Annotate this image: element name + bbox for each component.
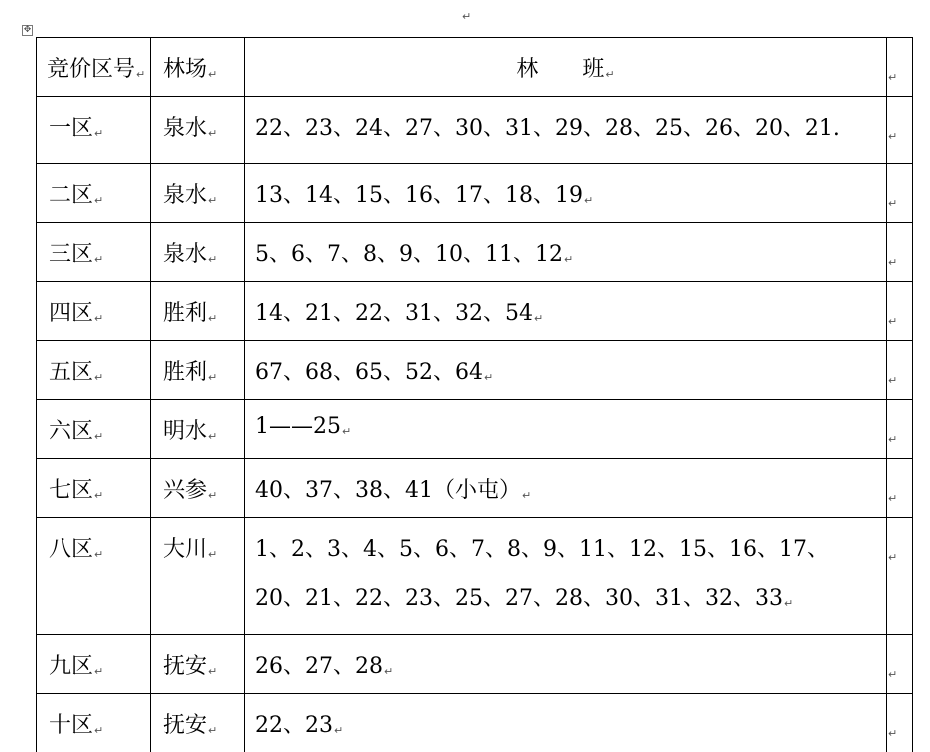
farm-cell: 泉水 bbox=[163, 242, 208, 267]
row-end-mark-icon: ↵ bbox=[888, 374, 898, 387]
stands-cell: 40、37、38、41（小屯） bbox=[255, 478, 521, 503]
cell-end-mark-icon: ↵ bbox=[94, 312, 104, 325]
paragraph-mark-icon: ↵ bbox=[462, 10, 472, 23]
table-row bbox=[37, 223, 913, 282]
row-end-mark-icon: ↵ bbox=[888, 256, 898, 269]
cell-end-mark-icon: ↵ bbox=[94, 724, 104, 737]
farm-cell: 抚安 bbox=[163, 713, 208, 738]
farm-cell: 兴参 bbox=[163, 478, 208, 503]
row-end-mark-icon: ↵ bbox=[888, 492, 898, 505]
stands-cell: 13、14、15、16、17、18、19 bbox=[255, 183, 583, 208]
cell-end-mark-icon: ↵ bbox=[208, 548, 218, 561]
farm-cell: 泉水 bbox=[163, 183, 208, 208]
cell-end-mark-icon: ↵ bbox=[208, 194, 218, 207]
stands-cell-line2: 20、21、22、23、25、27、28、30、31、32、33 bbox=[255, 586, 783, 611]
cell-end-mark-icon: ↵ bbox=[208, 312, 218, 325]
cell-end-mark-icon: ↵ bbox=[583, 194, 594, 207]
cell-end-mark-icon: ↵ bbox=[342, 425, 352, 438]
zone-cell: 八区 bbox=[49, 537, 94, 562]
cell-end-mark-icon: ↵ bbox=[334, 724, 344, 737]
cell-end-mark-icon: ↵ bbox=[521, 489, 532, 502]
row-end-mark-icon: ↵ bbox=[888, 551, 898, 564]
row-end-mark-icon: ↵ bbox=[888, 130, 898, 143]
farm-cell: 胜利 bbox=[163, 360, 208, 385]
cell-end-mark-icon: ↵ bbox=[94, 194, 104, 207]
farm-cell: 泉水 bbox=[163, 116, 208, 141]
cell-end-mark-icon: ↵ bbox=[208, 724, 218, 737]
table-row bbox=[37, 97, 913, 164]
header-stands: 林 班 bbox=[516, 57, 605, 82]
table-row bbox=[37, 341, 913, 400]
cell-end-mark-icon: ↵ bbox=[563, 253, 574, 266]
zone-cell: 五区 bbox=[49, 360, 94, 385]
stands-cell: 14、21、22、31、32、54 bbox=[255, 301, 533, 326]
cell-end-mark-icon: ↵ bbox=[208, 430, 218, 443]
zone-cell: 二区 bbox=[49, 183, 94, 208]
table-row bbox=[37, 400, 913, 459]
cell-end-mark-icon: ↵ bbox=[483, 371, 494, 384]
row-end-mark-icon: ↵ bbox=[888, 433, 898, 446]
table-row bbox=[37, 164, 913, 223]
farm-cell: 明水 bbox=[163, 419, 208, 444]
table-header-row bbox=[37, 38, 913, 97]
cell-end-mark-icon: ↵ bbox=[605, 68, 615, 81]
stands-cell: 67、68、65、52、64 bbox=[255, 360, 483, 385]
cell-end-mark-icon: ↵ bbox=[533, 312, 544, 325]
row-end-mark-icon: ↵ bbox=[888, 197, 898, 210]
table-move-handle-icon[interactable]: ✥ bbox=[23, 25, 32, 35]
row-end-mark-icon: ↵ bbox=[888, 668, 898, 681]
cell-end-mark-icon: ↵ bbox=[208, 68, 218, 81]
farm-cell: 抚安 bbox=[163, 654, 208, 679]
table-row bbox=[37, 694, 913, 752]
cell-end-mark-icon: ↵ bbox=[208, 253, 218, 266]
zone-cell: 六区 bbox=[49, 419, 94, 444]
zone-cell: 三区 bbox=[49, 242, 94, 267]
table-row bbox=[37, 282, 913, 341]
cell-end-mark-icon: ↵ bbox=[94, 665, 104, 678]
farm-cell: 胜利 bbox=[163, 301, 208, 326]
cell-end-mark-icon: ↵ bbox=[208, 665, 218, 678]
stands-cell: 26、27、28 bbox=[255, 654, 383, 679]
cell-end-mark-icon: ↵ bbox=[383, 665, 394, 678]
cell-end-mark-icon: ↵ bbox=[94, 430, 104, 443]
zone-cell: 四区 bbox=[49, 301, 94, 326]
cell-end-mark-icon: ↵ bbox=[208, 127, 218, 140]
farm-cell: 大川 bbox=[163, 537, 208, 562]
cell-end-mark-icon: ↵ bbox=[136, 68, 146, 81]
zone-cell: 七区 bbox=[49, 478, 94, 503]
cell-end-mark-icon: ↵ bbox=[783, 597, 794, 610]
header-farm: 林场 bbox=[163, 57, 208, 82]
cell-end-mark-icon: ↵ bbox=[94, 253, 104, 266]
stands-cell: 22、23 bbox=[255, 713, 333, 738]
row-end-mark-icon: ↵ bbox=[888, 727, 898, 740]
stands-cell: 22、23、24、27、30、31、29、28、25、26、20、21. bbox=[255, 116, 840, 141]
cell-end-mark-icon: ↵ bbox=[94, 127, 104, 140]
table-row bbox=[37, 459, 913, 518]
stands-cell: 1、2、3、4、5、6、7、8、9、11、12、15、16、17、 bbox=[255, 537, 829, 562]
table-row bbox=[37, 635, 913, 694]
row-end-mark-icon: ↵ bbox=[888, 315, 898, 328]
cell-end-mark-icon: ↵ bbox=[208, 489, 218, 502]
table-row bbox=[37, 518, 913, 635]
stands-cell: 5、6、7、8、9、10、11、12 bbox=[255, 242, 563, 267]
cell-end-mark-icon: ↵ bbox=[208, 371, 218, 384]
zone-cell: 九区 bbox=[49, 654, 94, 679]
zone-cell: 十区 bbox=[49, 713, 94, 738]
header-zone: 竞价区号 bbox=[47, 57, 136, 82]
cell-end-mark-icon: ↵ bbox=[94, 548, 104, 561]
zone-cell: 一区 bbox=[49, 116, 94, 141]
cell-end-mark-icon: ↵ bbox=[94, 489, 104, 502]
row-end-mark-icon: ↵ bbox=[888, 71, 898, 84]
stands-cell: 1——25 bbox=[255, 414, 341, 439]
bidding-zone-table bbox=[36, 37, 913, 752]
cell-end-mark-icon: ↵ bbox=[94, 371, 104, 384]
